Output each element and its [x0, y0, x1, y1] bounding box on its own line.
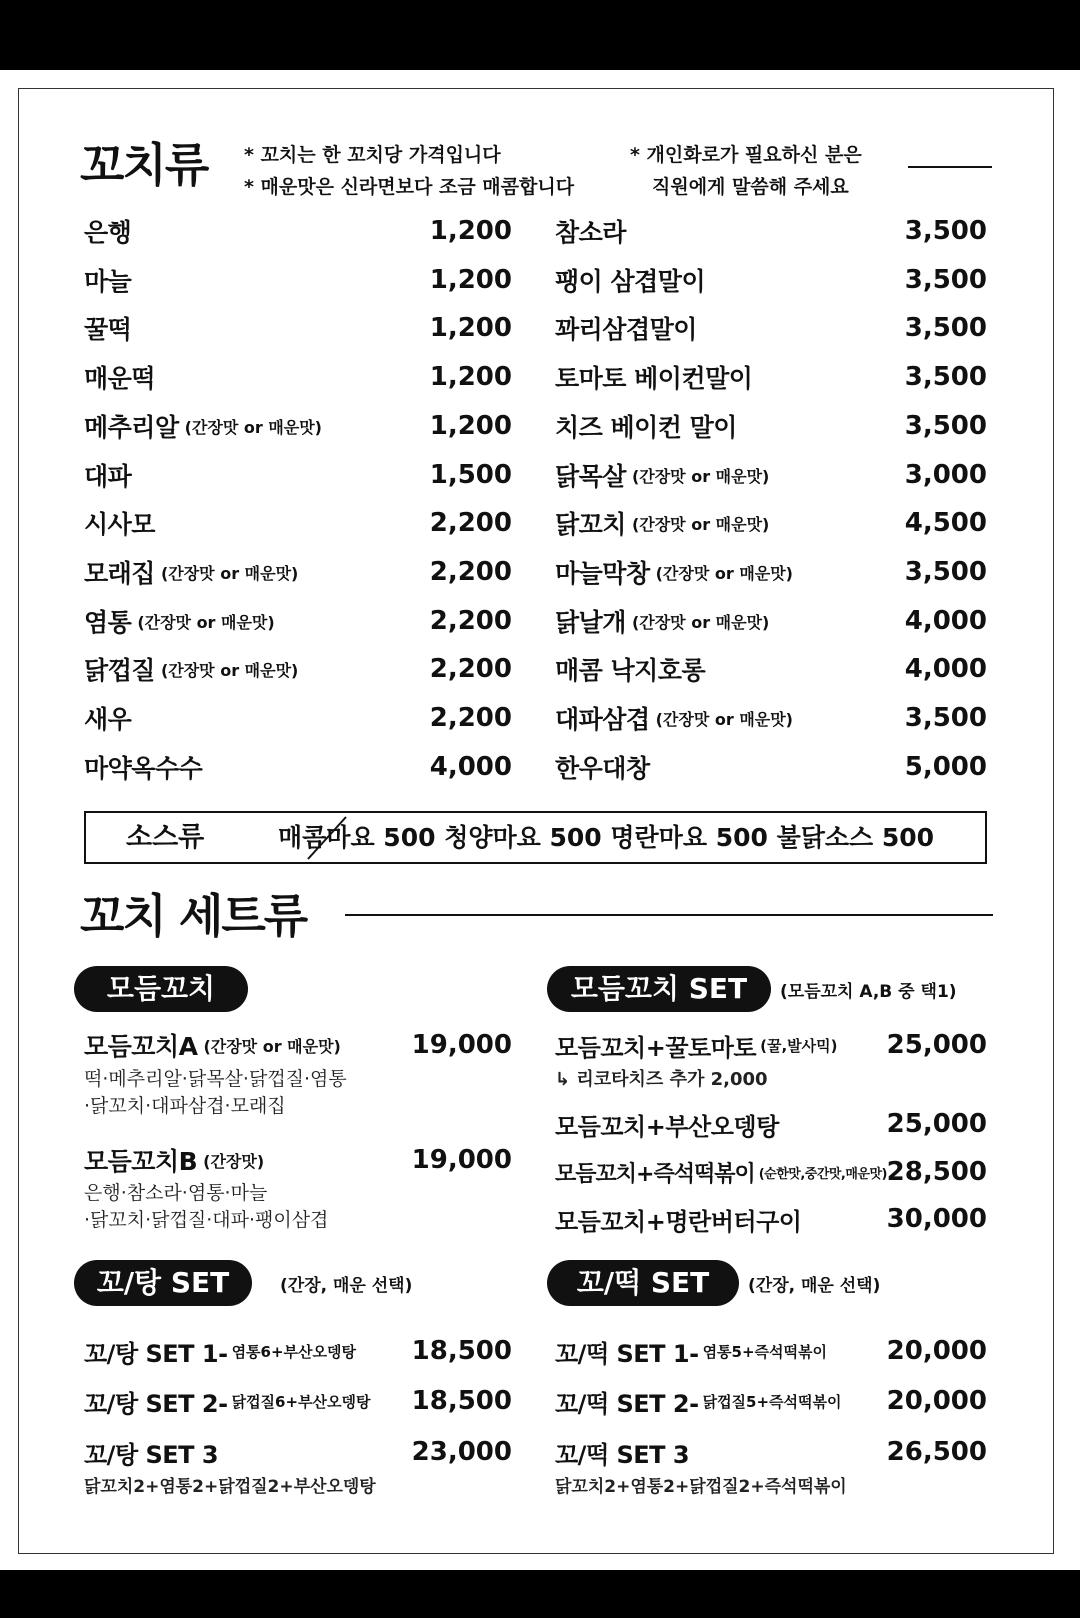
kotang-row-3 — [84, 1432, 512, 1472]
item-name: 모듬꼬치+꿀토마토 — [555, 1033, 757, 1062]
skewer-item — [84, 698, 512, 738]
skewer-price: 1,200 — [429, 362, 512, 392]
item-price: 25,000 — [886, 1030, 987, 1060]
skewer-item — [555, 406, 987, 446]
arrow-icon: ↳ — [555, 1069, 577, 1090]
bottom-black-bar — [0, 1570, 1080, 1618]
item-price: 30,000 — [886, 1204, 987, 1234]
note-price: * 꼬치는 한 꼬치당 가격입니다 — [244, 144, 501, 166]
skewer-item — [84, 211, 512, 251]
item-sub: (순한맛,중간맛,매운맛) — [758, 1166, 887, 1182]
skewer-price: 5,000 — [904, 752, 987, 782]
pill-kotteok: 꼬/떡 SET — [547, 1260, 739, 1306]
skewer-item — [555, 455, 987, 495]
skewer-flavor: (간장맛 or 매운맛) — [184, 417, 322, 437]
skewer-price: 2,200 — [429, 654, 512, 684]
skewer-price: 1,200 — [429, 411, 512, 441]
skewer-price: 3,500 — [904, 265, 987, 295]
skewer-item — [84, 601, 512, 641]
skewer-price: 2,200 — [429, 508, 512, 538]
skewer-flavor: (간장맛 or 매운맛) — [631, 514, 770, 534]
skewer-flavor: (간장맛 or 매운맛) — [655, 563, 793, 583]
sauce-box — [84, 811, 987, 864]
skewer-name: 매운떡 — [84, 364, 155, 393]
skewer-name: 은행 — [84, 218, 132, 247]
item-price: 26,500 — [886, 1437, 987, 1467]
item-sub: 염통6+부산오뎅탕 — [231, 1342, 356, 1361]
skewer-price: 3,000 — [904, 460, 987, 490]
skewer-item — [555, 698, 987, 738]
modeum-set-row-2 — [555, 1104, 987, 1144]
modeum-a-sub: (간장맛 or 매운맛) — [203, 1036, 341, 1056]
skewer-item — [84, 260, 512, 300]
kotteok-row-2 — [555, 1381, 987, 1421]
kotteok-row-3 — [555, 1432, 987, 1472]
skewer-name: 대파 — [84, 462, 132, 491]
modeum-b-desc-2: ·닭꼬치·닭껍질·대파·팽이삼겹 — [84, 1209, 329, 1231]
set-title-rule — [345, 914, 993, 916]
skewer-flavor: (간장맛 or 매운맛) — [655, 709, 793, 729]
skewer-name: 닭껍질 — [84, 656, 155, 685]
skewer-name: 닭꼬치 — [555, 510, 626, 539]
item-name: 모듬꼬치+즉석떡볶이 — [555, 1161, 755, 1187]
skewer-flavor: (간장맛 or 매운맛) — [631, 612, 770, 632]
skewer-name: 참소라 — [555, 218, 626, 247]
item-sub: (꿀,발사믹) — [760, 1036, 838, 1055]
skewer-item — [84, 747, 512, 787]
item-price: 25,000 — [886, 1109, 987, 1139]
skewer-price: 1,200 — [429, 216, 512, 246]
skewer-name: 치즈 베이컨 말이 — [555, 413, 737, 442]
item-name: 모듬꼬치+명란버터구이 — [555, 1207, 802, 1236]
skewer-item — [84, 357, 512, 397]
skewer-price: 3,500 — [904, 216, 987, 246]
item-price: 20,000 — [886, 1386, 987, 1416]
skewer-name: 닭목살 — [555, 462, 626, 491]
skewer-price: 4,000 — [904, 654, 987, 684]
skewer-item — [84, 552, 512, 592]
modeum-a-row — [84, 1025, 512, 1065]
item-sub: 염통5+즉석떡볶이 — [702, 1342, 827, 1361]
skewer-item — [555, 308, 987, 348]
skewer-price: 1,500 — [429, 460, 512, 490]
skewer-flavor: (간장맛 or 매운맛) — [160, 563, 299, 583]
note-spicy: * 매운맛은 신라면보다 조금 매콤합니다 — [244, 176, 575, 198]
item-name: 꼬/떡 SET 3 — [555, 1440, 690, 1469]
item-price: 23,000 — [411, 1437, 512, 1467]
skewer-flavor: (간장맛 or 매운맛) — [631, 466, 770, 486]
skewer-name: 시사모 — [84, 510, 155, 539]
item-name: 꼬/떡 SET 2- — [555, 1389, 699, 1418]
skewer-item — [555, 601, 987, 641]
modeum-b-name: 모듬꼬치B — [84, 1147, 198, 1176]
skewer-price: 2,200 — [429, 606, 512, 636]
note-grill: * 개인화로가 필요하신 분은 — [630, 144, 862, 166]
skewer-name: 새우 — [84, 705, 132, 734]
skewer-price: 2,200 — [429, 703, 512, 733]
skewer-name: 한우대창 — [555, 754, 650, 783]
item-name: 꼬/탕 SET 1- — [84, 1339, 228, 1368]
kotang-desc: 닭꼬치2+염통2+닭껍질2+부산오뎅탕 — [84, 1477, 376, 1497]
modeum-b-sub: (간장맛) — [203, 1151, 265, 1171]
kotteok-desc: 닭꼬치2+염통2+닭껍질2+즉석떡볶이 — [555, 1477, 847, 1497]
skewer-item — [555, 260, 987, 300]
item-name: 꼬/탕 SET 2- — [84, 1389, 228, 1418]
top-black-bar — [0, 0, 1080, 70]
skewer-price: 3,500 — [904, 557, 987, 587]
kotang-row-2 — [84, 1381, 512, 1421]
skewer-item — [84, 649, 512, 689]
skewer-item — [84, 503, 512, 543]
skewer-price: 2,200 — [429, 557, 512, 587]
modeum-set-row-4 — [555, 1199, 987, 1239]
modeum-a-desc-1: 떡·메추리알·닭목살·닭껍질·염통 — [84, 1068, 347, 1090]
skewer-price: 3,500 — [904, 313, 987, 343]
kotang-row-1 — [84, 1331, 512, 1371]
skewer-flavor: (간장맛 or 매운맛) — [137, 612, 275, 632]
skewer-name: 대파삼겹 — [555, 705, 650, 734]
item-price: 18,500 — [411, 1336, 512, 1366]
skewer-item — [84, 455, 512, 495]
item-sub: 닭껍질6+부산오뎅탕 — [231, 1392, 371, 1411]
skewer-price: 4,000 — [429, 752, 512, 782]
kotteok-note: (간장, 매운 선택) — [748, 1276, 881, 1296]
skewer-price: 1,200 — [429, 313, 512, 343]
modeum-b-price: 19,000 — [411, 1145, 512, 1175]
pill-modeum-set: 모듬꼬치 SET — [547, 966, 771, 1012]
kotteok-row-1 — [555, 1331, 987, 1371]
modeum-set-note: (모듬꼬치 A,B 중 택1) — [780, 982, 957, 1002]
skewer-price: 4,500 — [904, 508, 987, 538]
skewer-name: 토마토 베이컨말이 — [555, 364, 753, 393]
skewer-price: 4,000 — [904, 606, 987, 636]
pill-kotang: 꼬/탕 SET — [74, 1260, 252, 1306]
item-sub: 닭껍질5+즉석떡볶이 — [702, 1392, 842, 1411]
item-name: 꼬/탕 SET 3 — [84, 1440, 219, 1469]
addon-text: 리코타치즈 추가 2,000 — [576, 1069, 768, 1090]
modeum-a-price: 19,000 — [411, 1030, 512, 1060]
skewer-item — [84, 308, 512, 348]
modeum-set-row-3 — [555, 1152, 987, 1192]
modeum-b-desc-1: 은행·참소라·염통·마늘 — [84, 1182, 268, 1204]
addon-line — [555, 1066, 768, 1093]
skewer-name: 매콤 낙지호롱 — [555, 656, 706, 685]
header-rule — [908, 166, 992, 168]
note-staff: 직원에게 말씀해 주세요 — [652, 176, 849, 198]
skewer-item — [555, 747, 987, 787]
skewer-price: 3,500 — [904, 411, 987, 441]
section-title-skewers: 꼬치류 — [80, 138, 208, 192]
skewer-flavor: (간장맛 or 매운맛) — [160, 660, 299, 680]
skewer-item — [555, 649, 987, 689]
modeum-b-row — [84, 1140, 512, 1180]
modeum-set-row-1 — [555, 1025, 987, 1065]
skewer-name: 팽이 삼겹말이 — [555, 267, 706, 296]
skewer-name: 모래집 — [84, 559, 155, 588]
skewer-name: 꽈리삼겹말이 — [555, 315, 697, 344]
item-price: 28,500 — [886, 1157, 987, 1187]
skewer-item — [84, 406, 512, 446]
pill-modeum: 모듬꼬치 — [74, 966, 248, 1012]
skewer-name: 꿀떡 — [84, 315, 132, 344]
sauce-items: 매콤마요 500 청양마요 500 명란마요 500 불닭소스 500 — [278, 823, 935, 852]
skewer-name: 마늘 — [84, 267, 132, 296]
skewer-name: 닭날개 — [555, 608, 626, 637]
skewer-name: 마늘막창 — [555, 559, 650, 588]
skewer-item — [555, 503, 987, 543]
skewer-name: 염통 — [84, 608, 132, 637]
skewer-price: 3,500 — [904, 362, 987, 392]
skewer-name: 메추리알 — [84, 413, 179, 442]
modeum-a-desc-2: ·닭꼬치·대파삼겹·모래집 — [84, 1095, 286, 1117]
skewer-item — [555, 357, 987, 397]
item-price: 20,000 — [886, 1336, 987, 1366]
item-name: 모듬꼬치+부산오뎅탕 — [555, 1112, 779, 1141]
section-title-sets: 꼬치 세트류 — [80, 889, 307, 943]
item-name: 꼬/떡 SET 1- — [555, 1339, 699, 1368]
skewer-item — [555, 552, 987, 592]
item-price: 18,500 — [411, 1386, 512, 1416]
skewer-name: 마약옥수수 — [84, 754, 203, 783]
skewer-price: 1,200 — [429, 265, 512, 295]
sauce-label: 소스류 — [126, 822, 205, 853]
modeum-a-name: 모듬꼬치A — [84, 1032, 198, 1061]
skewer-item — [555, 211, 987, 251]
kotang-note: (간장, 매운 선택) — [280, 1276, 413, 1296]
skewer-price: 3,500 — [904, 703, 987, 733]
